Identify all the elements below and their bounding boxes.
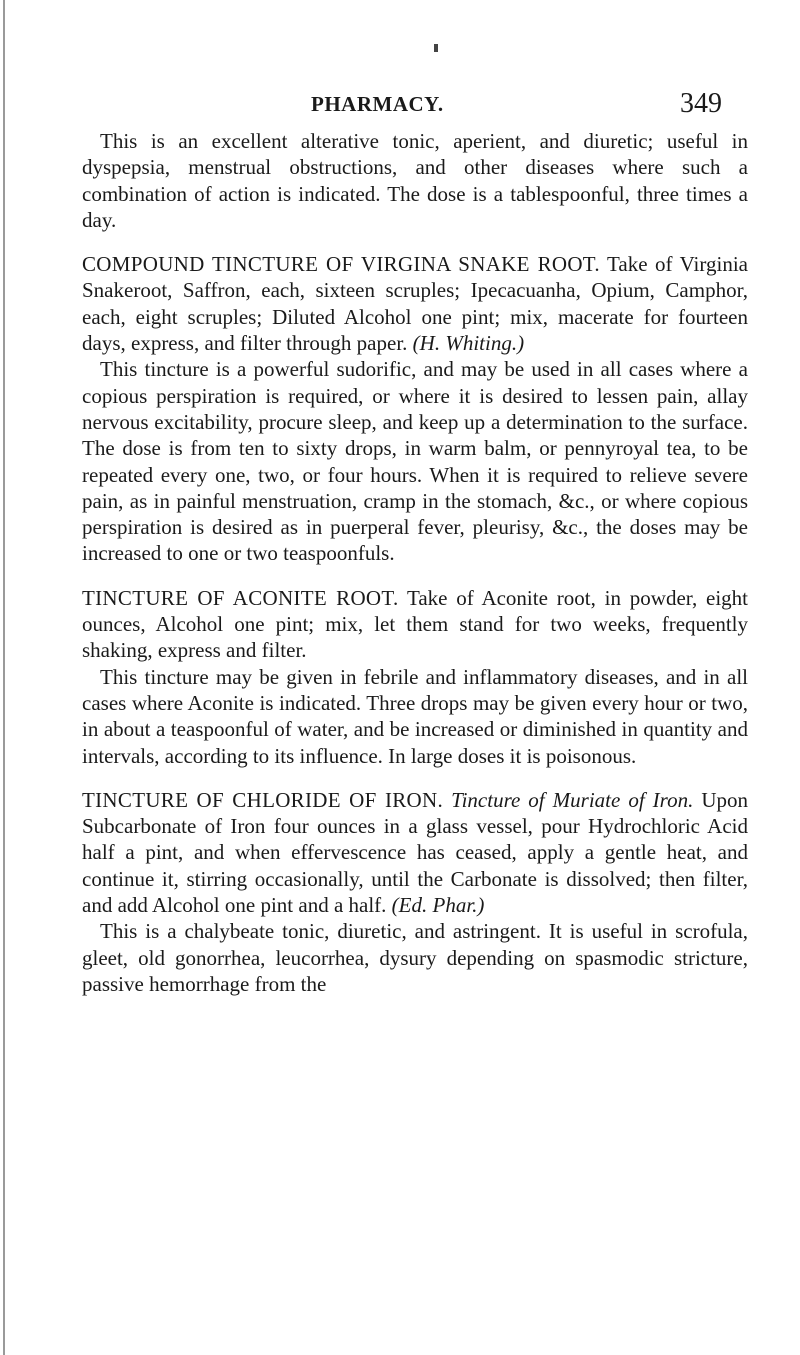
source-citation: (H. Whiting.) xyxy=(412,331,525,356)
usage-note: This tincture may be given in febrile and inflammatory diseases, and in all cases where Aconite is indicated. Three drops may be given every hour or two, in about a teaspoonful of water, and be increased or diminished in quantity and intervals, according to its influence. In large doses it is poisonous. xyxy=(82,664,748,768)
page-edge-rule xyxy=(3,0,5,1355)
usage-note: This tincture is a powerful sudorific, and may be used in all cases where a copious perspiration is required, or where it is desired to lessen pain, allay nervous excitability, procure sleep, and keep up a determination to the surface. The dose is from ten to sixty drops, in warm balm, or pennyroyal tea, to be repeated every one, two, or four hours. When it is required to relieve severe pain, as in painful menstruation, cramp in the stomach, &c., or where copious perspiration is desired as in puerperal fever, pleurisy, &c., the doses may be increased to one or two teaspoonfuls. xyxy=(82,357,748,566)
page-body xyxy=(82,128,748,997)
section-title: TINCTURE OF CHLORIDE OF IRON. xyxy=(82,787,444,812)
intro-paragraph: This is an excellent alterative tonic, aperient, and diuretic; useful in dyspepsia, menstrual obstructions, and other diseases where such a combination of action is indicated. The dose is a tablespoonful, three times a day. xyxy=(82,129,748,232)
print-mark xyxy=(434,44,438,52)
page-number: 349 xyxy=(680,88,722,119)
recipe-text: Take of Virginia Snakeroot, Saffron, each, sixteen scruples; Ipecacuanha, Opium, Camphor, each, eight scruples; Diluted Alcohol one pint; mix, macerate for fourteen days, express, and filter through paper. xyxy=(82,252,748,356)
section-title: TINCTURE OF ACONITE ROOT. xyxy=(82,585,399,610)
source-citation: (Ed. Phar.) xyxy=(391,893,485,918)
section-aconite-root xyxy=(82,585,748,664)
page-header xyxy=(0,88,800,122)
recipe-text: Upon Subcarbonate of Iron four ounces in a glass vessel, pour Hydrochloric Acid half a pint, and when effervescence has ceased, apply a gentle heat, and continue it, stirring occasionally, until the Carbonate is dissolved; then filter, and add Alcohol one pint and a half. xyxy=(82,787,749,918)
recipe-text: Take of Aconite root, in powder, eight ounces, Alcohol one pint; mix, let them stand for two weeks, frequently shaking, express and filter. xyxy=(82,585,749,663)
section-subtitle: Tincture of Muriate of Iron. xyxy=(451,787,694,812)
section-chloride-of-iron xyxy=(82,787,748,918)
usage-note: This is a chalybeate tonic, diuretic, and astringent. It is useful in scrofula, gleet, old gonorrhea, leucorrhea, dysury depending on spasmodic stricture, passive hemorrhage from the xyxy=(82,919,748,996)
section-title: COMPOUND TINCTURE OF VIRGINA SNAKE ROOT. xyxy=(82,252,600,277)
running-head: PHARMACY. xyxy=(311,92,444,116)
section-virginia-snake-root xyxy=(82,251,748,356)
